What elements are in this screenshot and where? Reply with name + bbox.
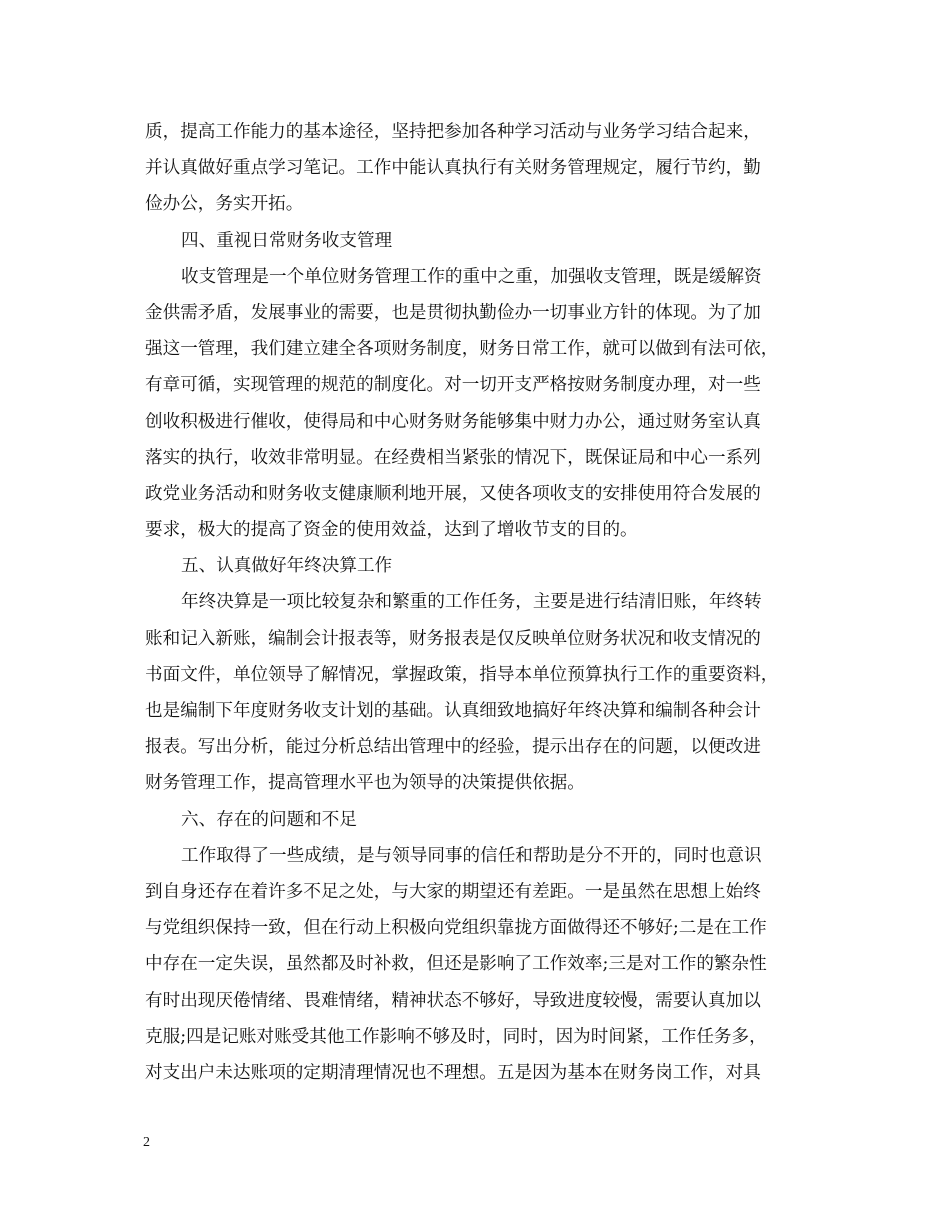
text-line: 五、认真做好年终决算工作	[181, 556, 393, 577]
text-line: 创收积极进行催收，使得局和中心财务财务能够集中财力办公，通过财务室认真	[145, 411, 761, 432]
text-line: 政党业务活动和财务收支健康顺利地开展，又使各项收支的安排使用符合发展的	[145, 483, 761, 504]
text-line: 质，提高工作能力的基本途径，坚持把参加各种学习活动与业务学习结合起来，	[145, 122, 761, 142]
text-line: 落实的执行，收效非常明显。在经费相当紧张的情况下，既保证局和中心一系列	[145, 447, 761, 468]
text-line: 克服;四是记账对账受其他工作影响不够及时，同时，因为时间紧，工作任务多，	[145, 1026, 767, 1047]
text-line: 到自身还存在着许多不足之处，与大家的期望还有差距。一是虽然在思想上始终	[145, 881, 761, 902]
text-line: 六、存在的问题和不足	[181, 809, 357, 830]
page-number: 2	[143, 1135, 150, 1150]
text-line: 强这一管理，我们建立建全各项财务制度，财务日常工作，就可以做到有法可依，	[145, 339, 779, 360]
text-line: 工作取得了一些成绩，是与领导同事的信任和帮助是分不开的，同时也意识	[181, 845, 762, 866]
text-line: 对支出户未达账项的定期清理情况也不理想。五是因为基本在财务岗工作，对具	[145, 1062, 761, 1083]
text-line: 要求，极大的提高了资金的使用效益，达到了增收节支的目的。	[145, 520, 638, 541]
document-body	[145, 114, 807, 1091]
text-line: 收支管理是一个单位财务管理工作的重中之重，加强收支管理，既是缓解资	[181, 266, 762, 287]
text-line: 账和记入新账，编制会计报表等，财务报表是仅反映单位财务状况和收支情况的	[145, 628, 761, 649]
text-line: 金供需矛盾，发展事业的需要，也是贯彻执勤俭办一切事业方针的体现。为了加	[145, 302, 761, 323]
text-line: 有时出现厌倦情绪、畏难情绪，精神状态不够好，导致进度较慢，需要认真加以	[145, 990, 761, 1011]
text-line: 有章可循，实现管理的规范的制度化。对一切开支严格按财务制度办理，对一些	[145, 375, 761, 396]
text-line: 俭办公，务实开拓。	[145, 194, 304, 215]
text-line: 也是编制下年度财务收支计划的基础。认真细致地搞好年终决算和编制各种会计	[145, 701, 761, 721]
text-line: 四、重视日常财务收支管理	[181, 230, 393, 251]
text-line: 年终决算是一项比较复杂和繁重的工作任务，主要是进行结清旧账，年终转	[181, 592, 762, 613]
text-line: 与党组织保持一致，但在行动上积极向党组织靠拢方面做得还不够好;二是在工作	[145, 918, 767, 939]
text-line: 中存在一定失误，虽然都及时补救，但还是影响了工作效率;三是对工作的繁杂性	[145, 954, 767, 975]
text-line: 报表。写出分析，能过分析总结出管理中的经验，提示出存在的问题，以便改进	[145, 737, 761, 758]
text-line: 并认真做好重点学习笔记。工作中能认真执行有关财务管理规定，履行节约，勤	[145, 158, 761, 179]
text-line: 书面文件，单位领导了解情况，掌握政策，指导本单位预算执行工作的重要资料，	[145, 664, 779, 685]
text-line: 财务管理工作，提高管理水平也为领导的决策提供依据。	[145, 773, 585, 794]
